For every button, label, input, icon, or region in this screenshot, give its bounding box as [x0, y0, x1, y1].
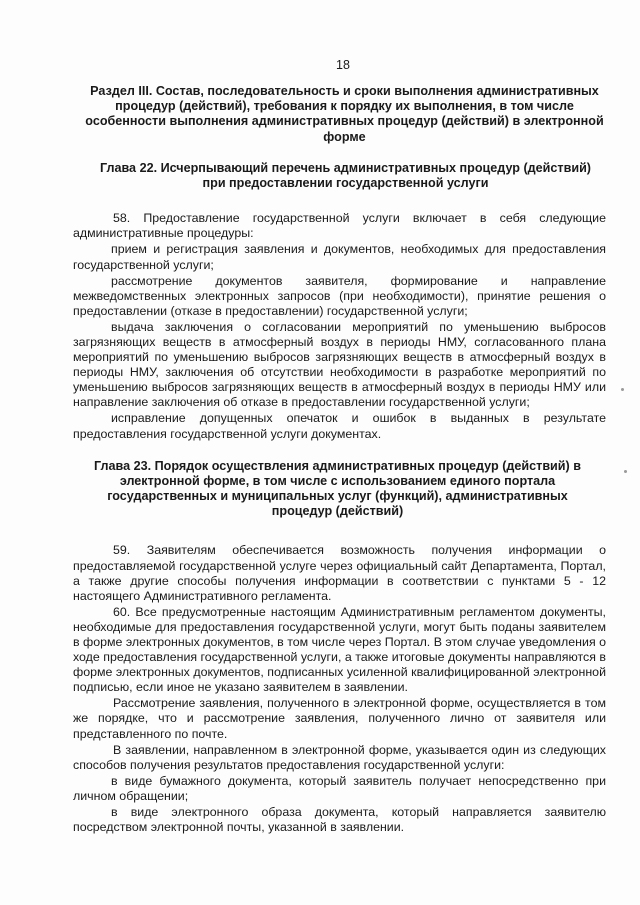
page-number: 18: [336, 58, 350, 72]
chapter-23-heading: Глава 23. Порядок осуществления административных процедур (действий) в электронной форме, в том числе с использованием единого портала государственных и муниципальных услуг (функций), административных процедур (действий): [94, 458, 581, 519]
list-item-issuance: выдача заключения о согласовании мероприятий по уменьшению выбросов загрязняющих веществ в атмосферный воздух в периоды НМУ, согласованного плана мероприятий по уменьшению выбросов загрязняющих веществ в атмосферный воздух в периоды НМУ, заключения об отсутствии необходимости в разработке мероприятий по уменьшению выбросов загрязняющих веществ в атмосферный воздух в периоды НМУ или направление заключения об отказе в предоставлении государственной услуги;: [73, 319, 606, 410]
chapter-22-heading: Глава 22. Исчерпывающий перечень административных процедур (действий) при предоставлении государственной услуги: [99, 160, 592, 191]
paragraph-60: 60. Все предусмотренные настоящим Административным регламентом документы, необходимые для предоставления государственной услуги, могут быть поданы заявителем в форме электронных документов, в том числе через Портал. В этом случае уведомления о ходе предоставления государственной услуги, а также итоговые документы направляются в форме электронных документов, подписанных усиленной квалифицированной электронной подписью, если иное не указано заявителем в заявлении.: [73, 604, 606, 695]
list-item-reception: прием и регистрация заявления и документов, необходимых для предоставления государственной услуги;: [73, 242, 606, 272]
paragraph-review-order: Рассмотрение заявления, полученного в электронной форме, осуществляется в том же порядке, что и рассмотрение заявления, полученного лично от заявителя или представленного по почте.: [73, 696, 606, 741]
scan-speck: [621, 388, 624, 391]
page-content: [73, 84, 606, 836]
list-item-paper: в виде бумажного документа, который заявитель получает непосредственно при личном обращении;: [73, 773, 606, 803]
scan-speck: [624, 470, 627, 473]
paragraph-59: 59. Заявителям обеспечивается возможность получения информации о предоставляемой государственной услуге через официальный сайт Департамента, Портал, а также другие способы получения информации в соответствии с пунктами 5 - 12 настоящего Административного регламента.: [73, 543, 606, 603]
paragraph-result-methods: В заявлении, направленном в электронной форме, указывается один из следующих способов получения результатов предоставления государственной услуги:: [73, 742, 606, 772]
section-heading: Раздел III. Состав, последовательность и сроки выполнения административных процедур (действий), требования к порядку их выполнения, в том числе особенности выполнения административных процедур (действий) в электронной форме: [85, 84, 604, 144]
list-item-electronic: в виде электронного образа документа, который направляется заявителю посредством электронной почты, указанной в заявлении.: [73, 805, 606, 835]
paragraph-58: 58. Предоставление государственной услуги включает в себя следующие административные процедуры:: [73, 211, 606, 241]
list-item-correction: исправление допущенных опечаток и ошибок в выданных в результате предоставления государственной услуги документах.: [73, 411, 606, 441]
list-item-review: рассмотрение документов заявителя, формирование и направление межведомственных электронных запросов (при необходимости), принятие решения о предоставлении (отказе в предоставлении) государственной услуги;: [73, 273, 606, 318]
